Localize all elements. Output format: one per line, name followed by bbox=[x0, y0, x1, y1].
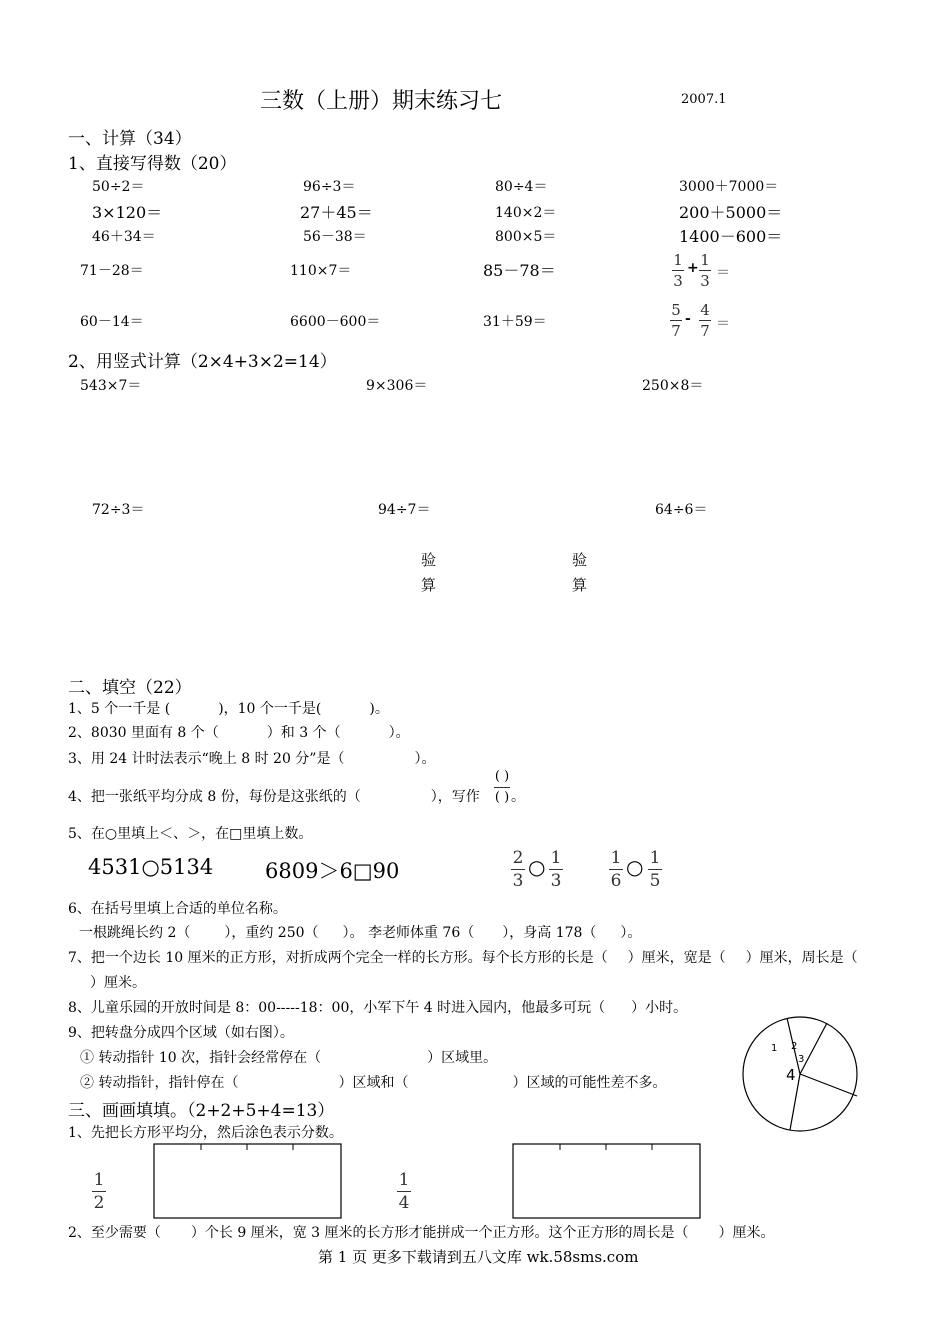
vertical-calc-item: 72÷3＝ bbox=[92, 502, 145, 518]
draw-q1: 1、先把长方形平均分，然后涂色表示分数。 bbox=[68, 1125, 343, 1141]
vertical-calc-item: 94÷7＝ bbox=[378, 502, 431, 518]
q2-heading: 2、用竖式计算（2×4+3×2=14） bbox=[68, 352, 337, 372]
operator: - bbox=[685, 311, 691, 327]
fill-q7-end: ）厘米。 bbox=[90, 975, 146, 991]
equals: ＝ bbox=[716, 316, 730, 332]
calc-item: 800×5＝ bbox=[495, 229, 557, 245]
calc-item: 85－78＝ bbox=[483, 261, 556, 280]
fill-q9-sub2: ② 转动指针，指针停在（ ）区域和（ ）区域的可能性差不多。 bbox=[80, 1075, 667, 1091]
q1-heading: 1、直接写得数（20） bbox=[68, 154, 237, 174]
calc-item: 46＋34＝ bbox=[92, 229, 156, 245]
compare-expression: 4531○5134 bbox=[88, 855, 214, 879]
fill-q8: 8、儿童乐园的开放时间是 8：00-----18：00，小军下午 4 时进入园内，他最多可玩（ ）小时。 bbox=[68, 1000, 688, 1016]
page-title: 三数（上册）期末练习七 bbox=[260, 89, 503, 114]
calc-item: 3000＋7000＝ bbox=[679, 179, 779, 195]
compare-circle: ○ bbox=[528, 855, 546, 879]
fraction: 2 3 bbox=[512, 848, 524, 891]
section-2-heading: 二、填空（22） bbox=[68, 678, 192, 698]
vertical-calc-item: 9×306＝ bbox=[366, 378, 428, 394]
compare-expression: 6809＞6□90 bbox=[265, 859, 400, 883]
fill-q6-line: 一根跳绳长约 2（ ），重约 250（ ）。 李老师体重 76（ ），身高 178（ ）。 bbox=[79, 925, 642, 941]
calc-item: 56－38＝ bbox=[303, 229, 367, 245]
fill-q2: 2、8030 里面有 8 个（ ）和 3 个（ ）。 bbox=[68, 725, 410, 741]
fill-q1: 1、5 个一千是 ( )，10 个一千是( )。 bbox=[68, 701, 389, 717]
rectangle-to-divide bbox=[153, 1143, 343, 1220]
fraction: 1 6 bbox=[610, 848, 622, 891]
calc-item: 140×2＝ bbox=[495, 205, 557, 221]
section-1-heading: 一、计算（34） bbox=[68, 129, 192, 149]
compare-circle: ○ bbox=[626, 855, 644, 879]
equals: ＝ bbox=[716, 265, 730, 281]
fraction: 4 7 bbox=[700, 301, 710, 340]
vertical-calc-item: 543×7＝ bbox=[80, 378, 142, 394]
fill-q4: 4、把一张纸平均分成 8 份，每份是这张纸的（ ），写作 bbox=[68, 789, 480, 805]
rectangle-to-divide bbox=[512, 1143, 702, 1220]
calc-item: 200＋5000＝ bbox=[679, 203, 783, 222]
spinner-label: 2 bbox=[791, 1041, 798, 1052]
spinner-diagram bbox=[740, 1016, 862, 1134]
calc-item: 6600－600＝ bbox=[290, 314, 381, 330]
draw-q2: 2、至少需要（ ）个长 9 厘米，宽 3 厘米的长方形才能拼成一个正方形。这个正方形的周长是（ ）厘米。 bbox=[68, 1225, 775, 1241]
fill-q3: 3、用 24 计时法表示“晚上 8 时 20 分”是（ ）。 bbox=[68, 751, 436, 767]
spinner-label: 3 bbox=[798, 1054, 805, 1065]
fraction: 1 3 bbox=[700, 251, 710, 290]
operator: + bbox=[687, 260, 699, 276]
date-label: 2007.1 bbox=[681, 92, 727, 107]
check-label: 验 bbox=[572, 551, 588, 569]
fill-q7: 7、把一个边长 10 厘米的正方形，对折成两个完全一样的长方形。每个长方形的长是（ ）厘米，宽是（ ）厘米，周长是（ bbox=[68, 950, 858, 966]
calc-item: 96÷3＝ bbox=[303, 179, 356, 195]
fill-q9: 9、把转盘分成四个区域（如右图）。 bbox=[68, 1025, 294, 1041]
period: 。 bbox=[511, 789, 525, 805]
fill-q6: 6、在括号里填上合适的单位名称。 bbox=[68, 901, 287, 917]
fraction: 1 2 bbox=[93, 1170, 105, 1213]
calc-item: 60－14＝ bbox=[80, 314, 144, 330]
spinner-label: 4 bbox=[786, 1066, 796, 1084]
calc-item: 31＋59＝ bbox=[483, 314, 547, 330]
fill-q5: 5、在○里填上＜、＞，在□里填上数。 bbox=[68, 826, 313, 842]
spinner-label: 1 bbox=[771, 1043, 778, 1054]
calc-item: 3×120＝ bbox=[92, 203, 163, 222]
calc-item: 80÷4＝ bbox=[495, 179, 548, 195]
fraction: 1 4 bbox=[398, 1170, 410, 1213]
calc-item: 27＋45＝ bbox=[300, 203, 373, 222]
fill-q9-sub1: ① 转动指针 10 次，指针会经常停在（ ）区域里。 bbox=[80, 1050, 498, 1066]
fraction: 5 7 bbox=[671, 301, 681, 340]
footer: 第 1 页 更多下载请到五八文库 wk.58sms.com bbox=[318, 1248, 639, 1266]
fraction: 1 3 bbox=[673, 251, 683, 290]
calc-item: 50÷2＝ bbox=[92, 179, 145, 195]
check-label: 验 bbox=[421, 551, 437, 569]
fraction: 1 3 bbox=[550, 848, 562, 891]
blank-fraction: ( ) ( ) bbox=[494, 769, 510, 805]
calc-item: 1400－600＝ bbox=[679, 227, 783, 246]
vertical-calc-item: 64÷6＝ bbox=[655, 502, 708, 518]
calc-item: 110×7＝ bbox=[290, 263, 352, 279]
check-label: 算 bbox=[421, 576, 437, 594]
vertical-calc-item: 250×8＝ bbox=[642, 378, 704, 394]
check-label: 算 bbox=[572, 576, 588, 594]
calc-item: 71－28＝ bbox=[80, 263, 144, 279]
section-3-heading: 三、画画填填。（2+2+5+4=13） bbox=[68, 1101, 335, 1121]
fraction: 1 5 bbox=[649, 848, 661, 891]
